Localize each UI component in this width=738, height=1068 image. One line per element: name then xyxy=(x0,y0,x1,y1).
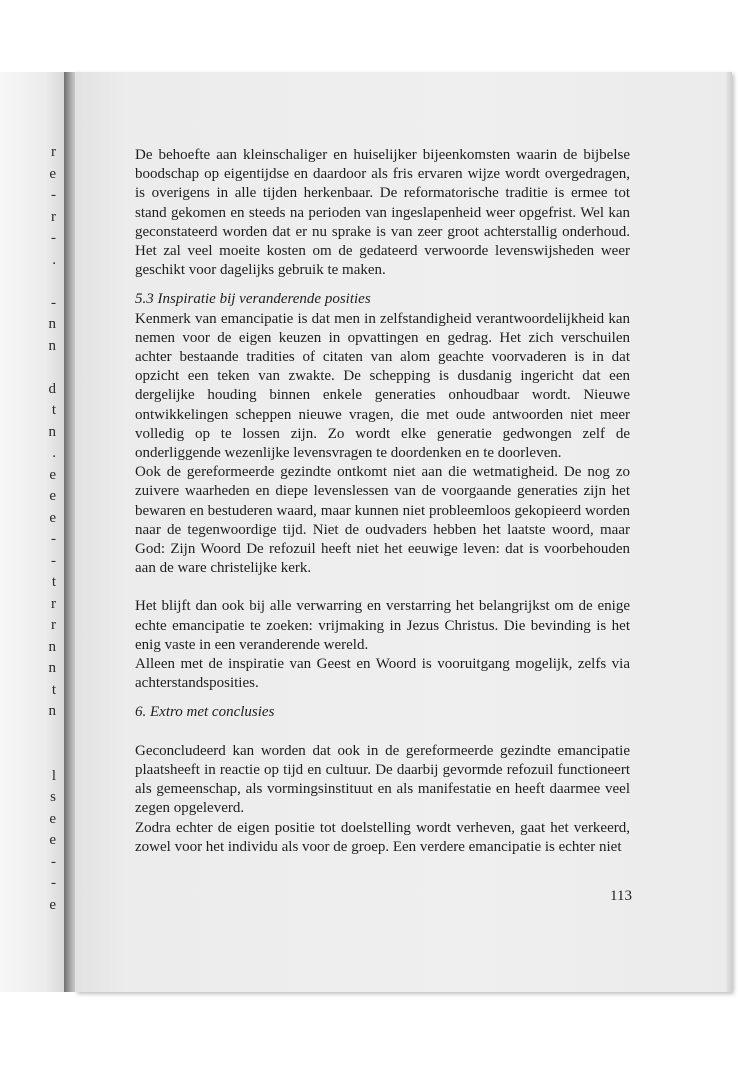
paragraph-behoefte: De behoefte aan kleinschaliger en huiselijker bijeenkomsten waarin de bijbelse boodschap op eigentijdse en daardoor als fris ervaren wijze wordt overgedragen, is overigens in alle tijden herkenbaar. De reformatorische traditie is ermee tot stand gekomen en steeds na perioden van ingeslapenheid weer opgefrist. Wel kan geconstateerd worden dat er nu sprake is van zeer groot achterstallig onderhoud. Het zal veel moeite kosten om de gedateerd verwoorde levenswijsheden weer geschikt voor dagelijks gebruik te maken. xyxy=(135,147,630,279)
left-page-letter: . xyxy=(52,445,56,461)
left-page-letter: r xyxy=(51,144,56,160)
left-page-letter: - xyxy=(51,230,56,246)
page-edge xyxy=(726,72,732,992)
paragraph-gereformeerde: Ook de gereformeerde gezindte ontkomt niet aan die wetmatigheid. De nog zo zuivere waarheden en diepe levenslessen van de voorgaande generaties zijn het bewaren en bestuderen waard, maar kunnen niet probleemloos gekopieerd worden naar de tegenwoordige tijd. Niet de oudvaders hebben het laatste woord, maar God: Zijn Woord De refozuil heeft niet het eeuwige leven: dat is voorbehouden aan de ware christelijke kerk. xyxy=(135,464,630,577)
left-page-letter: n xyxy=(48,316,56,332)
left-page-letter: e xyxy=(49,832,56,848)
left-page-letter: n xyxy=(48,337,56,354)
left-page-letter: d xyxy=(48,380,56,397)
left-page-letter: - xyxy=(51,875,56,891)
left-page-letter: e xyxy=(49,466,56,483)
left-page-letter: t xyxy=(51,574,56,590)
left-page-letter: t xyxy=(51,681,56,698)
left-page-letter: e xyxy=(49,165,56,182)
left-page-letter xyxy=(49,357,57,379)
left-page-letter: l xyxy=(51,767,56,784)
paragraph-blijft: Het blijft dan ook bij alle verwarring en verstarring het belangrijkst om de enige echte emancipatie te zoeken: vrijmaking in Jezus Christus. Die bevinding is het enig vaste in een veranderende wereld. xyxy=(135,598,630,653)
left-page-letter: e xyxy=(49,896,56,913)
left-page-letter: r xyxy=(51,208,56,225)
left-page-letter xyxy=(49,271,57,293)
left-page-letter: t xyxy=(51,402,56,418)
left-page-letter xyxy=(49,744,57,766)
left-page-letter: n xyxy=(48,660,56,676)
left-page-letter: . xyxy=(52,251,56,268)
section-heading-6: 6. Extro met conclusies xyxy=(135,704,275,721)
paragraph-zodra: Zodra echter de eigen positie tot doelstelling wordt verheven, gaat het verkeerd, zowel voor het individu als voor de groep. Een verdere emancipatie is echter niet xyxy=(135,819,630,855)
page-body xyxy=(135,146,630,857)
left-page-edge xyxy=(0,72,64,992)
left-page-letter: n xyxy=(48,423,56,440)
left-page-letter: - xyxy=(51,552,56,569)
left-page-letter: e xyxy=(49,488,56,504)
paragraph-kenmerk: Kenmerk van emancipatie is dat men in zelfstandigheid verantwoordelijkheid kan nemen voor de eigen keuzen in opvattingen en gedrag. Het zich verschuilen achter bestaande tradities of citaten van alom geachte voorvaderen is in dat opzicht een teken van zwakte. De schepping is dusdanig ingericht dat een dergelijke houding binnen enkele generaties onhoudbaar wordt. Nieuwe ontwikkelingen scheppen nieuwe vragen, die met oude antwoorden niet meer volledig op te lossen zijn. Zo wordt elke generatie gedwongen zelf de onderliggende wezenlijke levensvragen te doordenken en te doorleven. xyxy=(135,310,630,462)
left-page-letter: - xyxy=(51,531,56,547)
left-page-letter: - xyxy=(51,187,56,203)
left-page-text-fragments xyxy=(49,142,57,916)
page-number: 113 xyxy=(610,888,632,904)
left-page-letter: r xyxy=(51,595,56,612)
left-page-letter: r xyxy=(51,617,56,633)
left-page-letter: - xyxy=(51,853,56,870)
left-page-letter: - xyxy=(51,294,56,311)
left-page-letter: n xyxy=(48,703,56,719)
paragraph-inspiratie: Alleen met de inspiratie van Geest en Woord is vooruitgang mogelijk, zelfs via achterstandsposities. xyxy=(135,656,630,692)
left-page-letter: e xyxy=(49,810,56,827)
left-page-letter xyxy=(49,723,57,745)
left-page-letter: n xyxy=(48,638,56,655)
section-heading-5-3: 5.3 Inspiratie bij veranderende posities xyxy=(135,291,371,308)
book-spine xyxy=(64,72,75,992)
left-page-letter: s xyxy=(50,789,56,805)
left-page-letter: e xyxy=(49,509,56,526)
paragraph-geconcludeerd: Geconcludeerd kan worden dat ook in de gereformeerde gezindte emancipatie plaatsheeft in reactie op tijd en cultuur. De daarbij gevormde refozuil functioneert als gemeenschap, als vormingsinstituut en als manifestatie en heeft daarmee veel zegen opgeleverd. xyxy=(135,742,630,817)
right-page xyxy=(75,72,732,992)
